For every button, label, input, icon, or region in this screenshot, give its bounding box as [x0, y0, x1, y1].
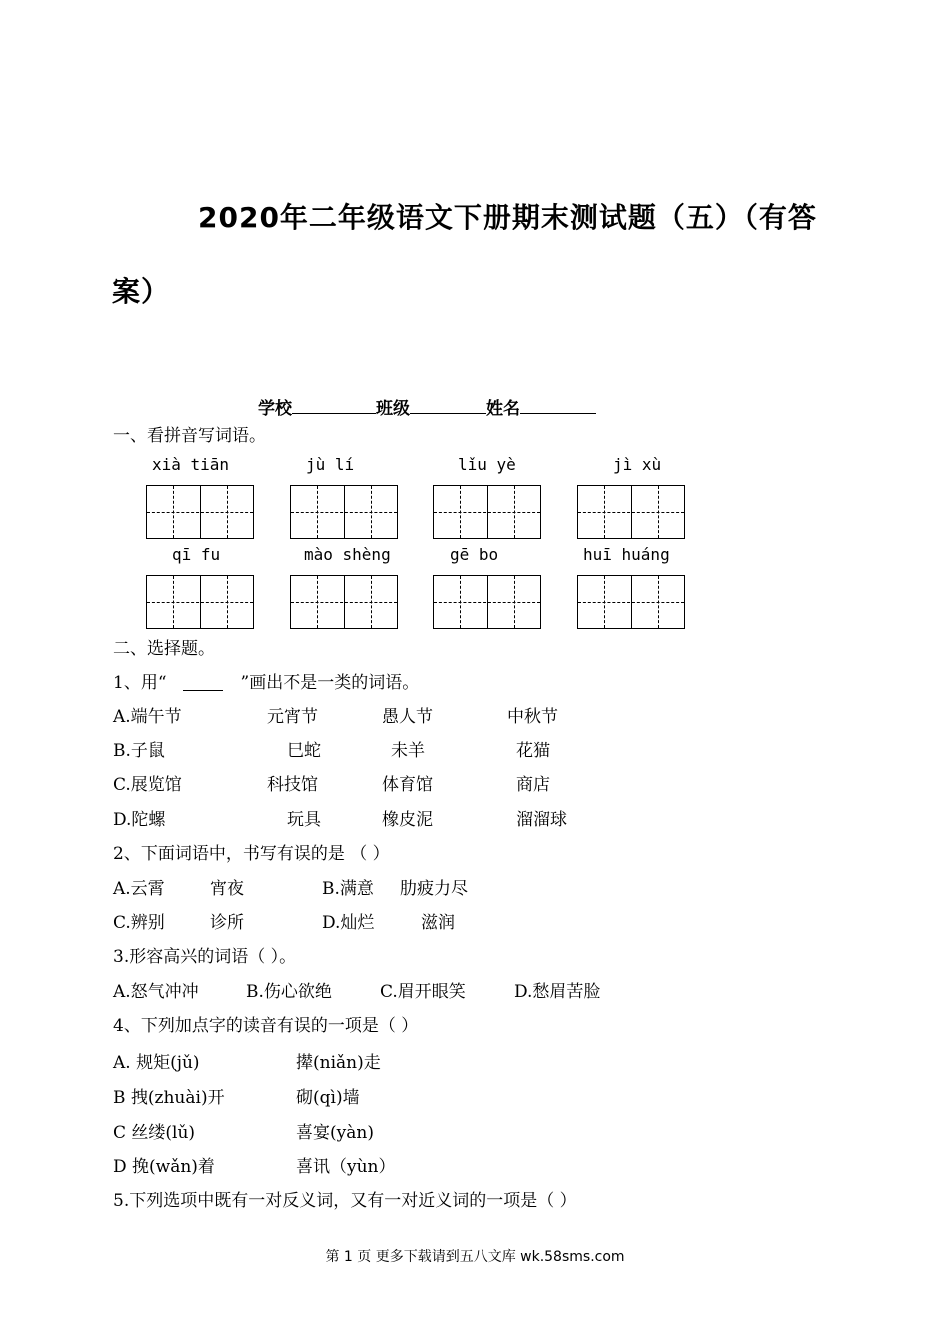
- q2-option-d-2: 滋润: [421, 913, 455, 933]
- school-label: 学校: [258, 399, 292, 419]
- q2-option-c-1: C.辨别: [113, 913, 165, 933]
- writing-box[interactable]: [577, 575, 685, 629]
- question-1-stem: [113, 668, 419, 693]
- writing-box[interactable]: [577, 485, 685, 539]
- pinyin-7: gē bo: [450, 545, 499, 564]
- q3-option-b: B.伤心欲绝: [246, 982, 332, 1002]
- q3-option-d: D.愁眉苦脸: [514, 982, 601, 1002]
- q2-option-a-1: A.云霄: [113, 879, 165, 899]
- q1-option-d-3: 橡皮泥: [382, 810, 433, 830]
- school-blank[interactable]: [292, 396, 376, 414]
- pinyin-1: xià tiān: [152, 455, 230, 474]
- q4-option-d-1: D 挽(wǎn)着: [113, 1157, 215, 1177]
- pinyin-4: jì xù: [613, 455, 662, 474]
- page-footer: 第 1 页 更多下载请到五八文库 wk.58sms.com: [325, 1249, 625, 1265]
- q1-stem-part-a: 1、用“: [113, 673, 167, 693]
- q1-stem-part-b: ”画出不是一类的词语。: [240, 673, 420, 693]
- q1-option-b-3: 未羊: [391, 741, 425, 761]
- q1-option-c-2: 科技馆: [267, 775, 318, 795]
- q1-option-b-4: 花猫: [516, 741, 550, 761]
- q2-option-b-2: 肋疲力尽: [400, 879, 468, 899]
- q1-option-b-1: B.子鼠: [113, 741, 165, 761]
- q4-option-a-2: 撵(niǎn)走: [296, 1053, 381, 1073]
- name-blank[interactable]: [520, 396, 596, 414]
- q4-option-c-2: 喜宴(yàn): [296, 1123, 374, 1143]
- q1-option-c-4: 商店: [516, 775, 550, 795]
- q3-option-a: A.怒气冲冲: [113, 982, 199, 1002]
- q3-option-c: C.眉开眼笑: [380, 982, 466, 1002]
- page-title-line2: 案）: [112, 275, 171, 308]
- q1-option-d-2: 玩具: [287, 810, 321, 830]
- q1-option-a-2: 元宵节: [267, 707, 318, 727]
- writing-box[interactable]: [290, 485, 398, 539]
- pinyin-6: mào shèng: [304, 545, 391, 564]
- q4-option-b-2: 砌(qì)墙: [296, 1088, 360, 1108]
- q4-option-a-1: A. 规矩(jǔ): [113, 1053, 200, 1073]
- question-2-stem: 2、下面词语中，书写有误的是 （ ）: [113, 844, 390, 864]
- class-label: 班级: [376, 399, 410, 419]
- q2-option-d-1: D.灿烂: [322, 913, 375, 933]
- question-4-stem: 4、下列加点字的读音有误的一项是（ ）: [113, 1016, 419, 1036]
- pinyin-8: huī huáng: [583, 545, 670, 564]
- class-blank[interactable]: [410, 396, 486, 414]
- writing-box[interactable]: [146, 485, 254, 539]
- page-title-line1: 2020年二年级语文下册期末测试题（五）（有答: [198, 201, 817, 234]
- pinyin-3: lǐu yè: [458, 455, 516, 474]
- writing-box[interactable]: [146, 575, 254, 629]
- q1-option-b-2: 巳蛇: [287, 741, 321, 761]
- q1-option-c-1: C.展览馆: [113, 775, 182, 795]
- q1-option-d-1: D.陀螺: [113, 810, 166, 830]
- q1-option-d-4: 溜溜球: [516, 810, 567, 830]
- section2-heading: 二、选择题。: [113, 639, 215, 659]
- student-info-line: [258, 394, 596, 419]
- writing-box[interactable]: [433, 575, 541, 629]
- q4-option-b-1: B 拽(zhuài)开: [113, 1088, 225, 1108]
- writing-box[interactable]: [290, 575, 398, 629]
- q1-option-a-3: 愚人节: [382, 707, 433, 727]
- pinyin-2: jù lí: [306, 455, 355, 474]
- question-3-stem: 3.形容高兴的词语（ ）。: [113, 947, 297, 967]
- pinyin-5: qī fu: [172, 545, 221, 564]
- question-5-stem: 5.下列选项中既有一对反义词，又有一对近义词的一项是（ ）: [113, 1191, 577, 1211]
- q2-option-c-2: 诊所: [210, 913, 244, 933]
- writing-box[interactable]: [433, 485, 541, 539]
- underline-sample: [167, 673, 241, 693]
- name-label: 姓名: [486, 399, 520, 419]
- q2-option-b-1: B.满意: [322, 879, 374, 899]
- q1-option-c-3: 体育馆: [382, 775, 433, 795]
- q2-option-a-2: 宵夜: [210, 879, 244, 899]
- q1-option-a-1: A.端午节: [113, 707, 182, 727]
- q1-option-a-4: 中秋节: [507, 707, 558, 727]
- q4-option-c-1: C 丝缕(lǔ): [113, 1123, 196, 1143]
- section1-heading: 一、看拼音写词语。: [113, 426, 266, 446]
- q4-option-d-2: 喜讯（yùn）: [296, 1157, 396, 1177]
